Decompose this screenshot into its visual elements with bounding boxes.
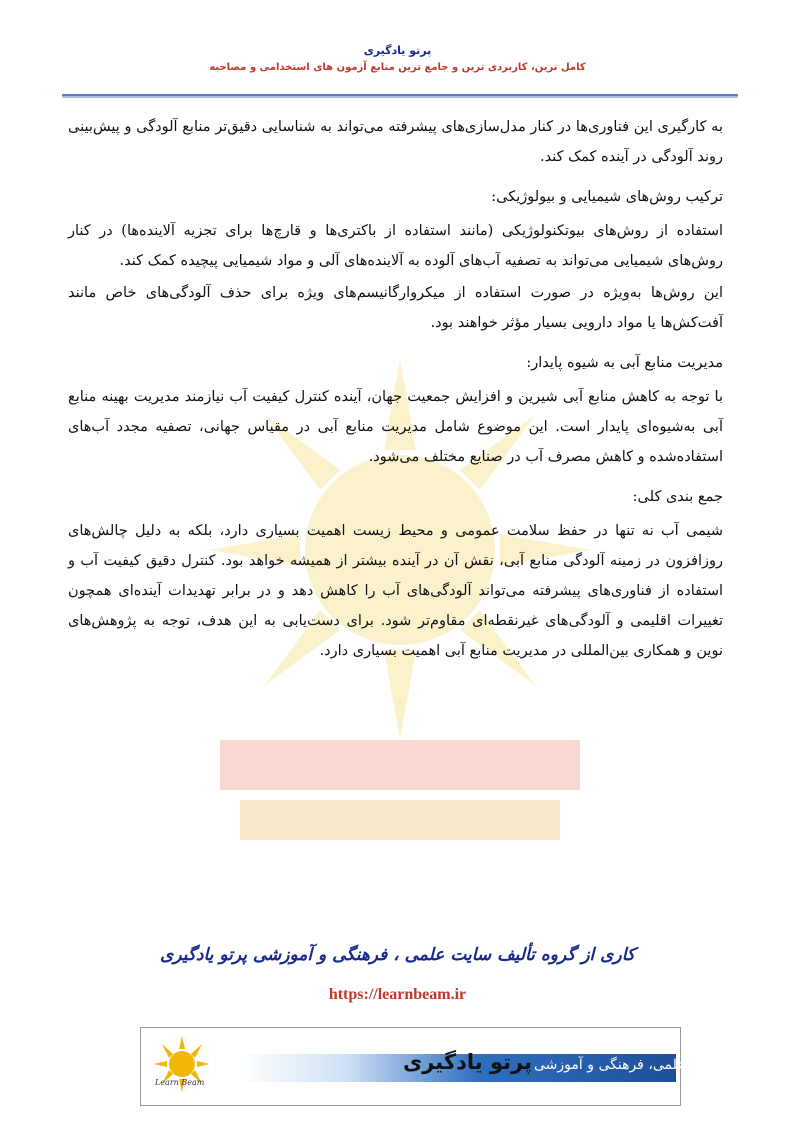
logo-text: Learn Beam (155, 1078, 205, 1087)
banner-slogan: سایت علمی، فرهنگی و آموزشی (534, 1057, 724, 1073)
site-banner[interactable] (140, 1027, 724, 1106)
header-tagline: کامل ترین، کاربردی ترین و جامع ترین منابع آزمون های استخدامی و مصاحبه (209, 62, 586, 73)
header-brand: پرتو یادگیری (363, 44, 432, 57)
site-link[interactable]: https://learnbeam.ir (328, 986, 467, 1003)
paragraph-water-management: با توجه به کاهش منابع آبی شیرین و افزایش جمعیت جهان، آینده کنترل کیفیت آب نیازمند مدیریت بهینه منابع آبی به‌شیوه‌ای پایدار است. این موضوع شامل مدیریت منابع آبی در مقیاس جهانی، تصفیه مجدد آب‌های استفاده‌شده و کاهش مصرف آب در صنایع مختلف می‌شود. (68, 389, 723, 465)
paragraph-summary: شیمی آب نه تنها در حفظ سلامت عمومی و محیط زیست اهمیت بسیاری دارد، بلکه به دلیل چالش‌های روزافزون در زمینه آلودگی منابع آبی، نقش آن در آینده بیشتر از همیشه خواهد بود. کنترل دقیق کیفیت آب و استفاده از فناوری‌های پیشرفته می‌تواند آلودگی‌های آب را کاهش دهد و در برابر تهدیدات آینده‌ای همچون تغییرات اقلیمی و آلودگی‌های غیرنقطه‌ای مقاوم‌تر شود. برای دست‌یابی به این هدف، توجه به پژوهش‌های نوین و همکاری بین‌المللی در مدیریت منابع آبی اهمیت بسیاری دارد. (68, 523, 724, 659)
sun-logo-icon (147, 1034, 217, 1100)
header-divider (62, 94, 738, 98)
paragraph-microorganisms: این روش‌ها به‌ویژه در صورت استفاده از میکروارگانیسم‌های ویژه برای حذف آلودگی‌های خاص مانند آفت‌کش‌ها یا مواد دارویی بسیار مؤثر خواهند بود. (68, 285, 723, 331)
authorship-credit: کاری از گروه تألیف سایت علمی ، فرهنگی و آموزشی پرتو یادگیری (160, 945, 635, 965)
article-body (68, 112, 723, 676)
paragraph-biotech: استفاده از روش‌های بیوتکنولوژیکی (مانند استفاده از باکتری‌ها و قارچ‌ها برای تجزیه آلاینده‌ها) در کنار روش‌های شیمیایی می‌تواند به تصفیه آب‌های آلوده به آلاینده‌های آلی و مواد شیمیایی پیچیده کمک کند. (68, 223, 723, 269)
page-header (0, 44, 795, 73)
paragraph-modeling: به کارگیری این فناوری‌ها در کنار مدل‌سازی‌های پیشرفته می‌تواند به شناسایی دقیق‌تر منابع آلودگی و پیش‌بینی روند آلودگی در آینده کمک کند. (68, 119, 723, 165)
heading-sustainable: مدیریت منابع آبی به شیوه پایدار: (526, 355, 723, 371)
banner-brand-name: پرتو یادگیری (403, 1050, 532, 1074)
heading-chem-bio: ترکیب روش‌های شیمیایی و بیولوژیکی: (491, 189, 723, 205)
heading-summary: جمع بندی کلی: (632, 489, 723, 505)
